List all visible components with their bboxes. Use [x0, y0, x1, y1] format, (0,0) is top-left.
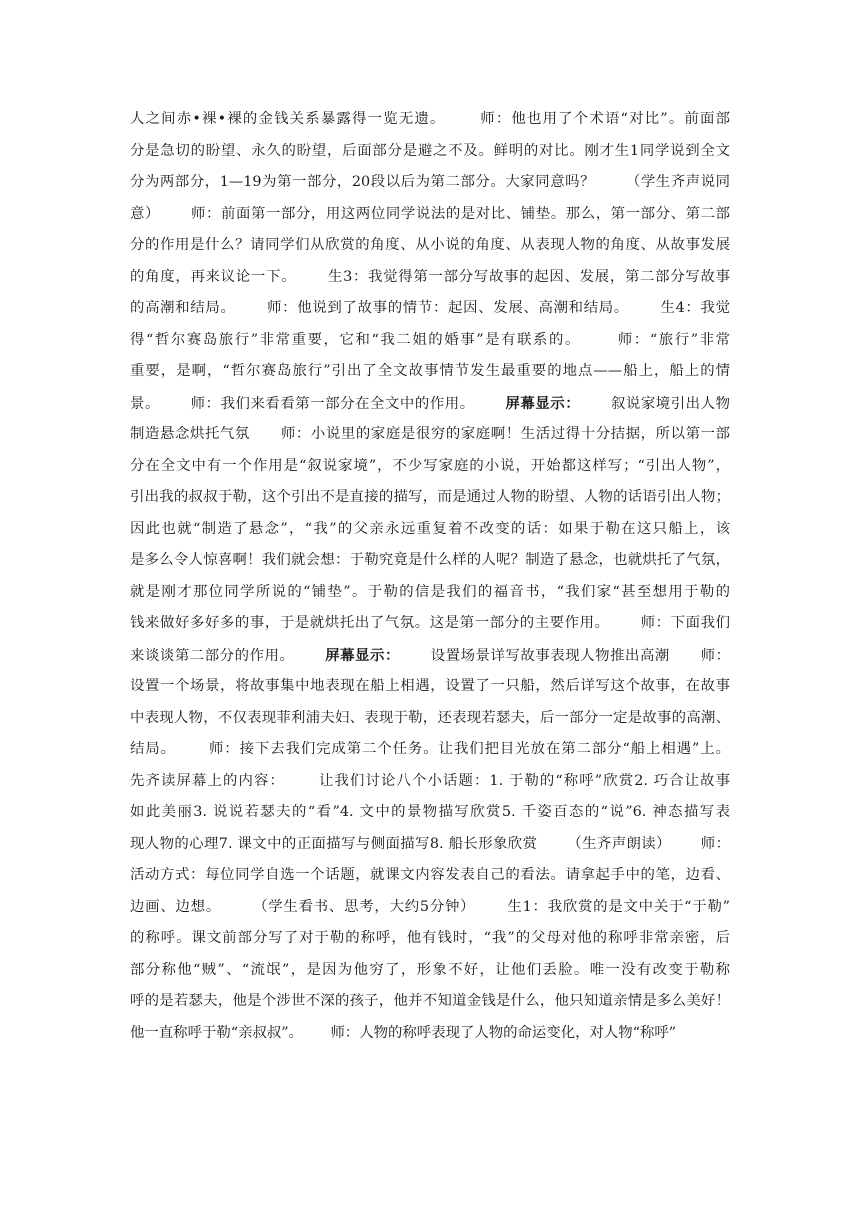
text-line [130, 955, 730, 987]
text-line [130, 923, 730, 955]
text-line [130, 199, 730, 231]
text-line [130, 797, 730, 829]
text-line [130, 293, 730, 325]
text-segment: 得“哲尔赛岛旅行”非常重要，它和“我二姐的婚事”是有联系的。 师：“旅行”非常 [130, 331, 730, 348]
text-line [130, 451, 730, 483]
text-segment: 钱来做好多好多的事，于是就烘托出了气氛。这是第一部分的主要作用。 师：下面我们 [130, 615, 730, 631]
text-segment: 人之间赤•裸•裸的金钱关系暴露得一览无遗。 师：他也用了个术语“对比”。前面部 [130, 111, 730, 127]
text-segment: 重要，是啊，“哲尔赛岛旅行”引出了全文故事情节发生最重要的地点——船上，船上的情 [130, 363, 730, 379]
text-segment: 制造悬念烘托气氛 师：小说里的家庭是很穷的家庭啊！生活过得十分拮据，所以第一部 [130, 426, 730, 442]
text-segment: 就是刚才那位同学所说的“铺垫”。于勒的信是我们的福音书，“我们家“甚至想用于勒的 [130, 583, 730, 600]
body-text [130, 104, 730, 1049]
text-segment: 分在全文中有一个作用是“叙说家境”，不少写家庭的小说，开始都这样写；“引出人物”， [130, 457, 730, 474]
text-line [130, 388, 730, 420]
text-line [130, 766, 730, 798]
text-segment: 设置场景详写故事表现人物推出高潮 师： [399, 647, 730, 664]
text-segment: 如此美丽3. 说说若瑟夫的“看”4. 文中的景物描写欣赏5. 千姿百态的“说”6. 神态描写表 [130, 804, 730, 820]
text-segment: 景。 师：我们来看看第一部分在全文中的作用。 [130, 395, 506, 412]
text-line [130, 640, 730, 672]
text-segment: 呼的是若瑟夫，他是个涉世不深的孩子，他并不知道金钱是什么，他只知道亲情是多么美好！ [130, 993, 730, 1009]
text-line [130, 703, 730, 735]
text-line [130, 356, 730, 388]
text-segment: 现人物的心理7. 课文中的正面描写与侧面描写8. 船长形象欣赏 （生齐声朗读） 师： [130, 835, 730, 852]
text-segment: 中表现人物，不仅表现菲利浦夫妇、表现于勒，还表现若瑟夫，后一部分一定是故事的高潮、 [130, 709, 730, 726]
text-segment: 部分称他“贼”、“流氓”，是因为他穷了，形象不好，让他们丢脸。唯一没有改变于勒称 [130, 961, 730, 978]
text-line [130, 734, 730, 766]
text-line [130, 419, 730, 451]
text-segment: 他一直称呼于勒“亲叔叔”。 师：人物的称呼表现了人物的命运变化，对人物“称呼” [130, 1024, 677, 1041]
text-segment: 因此也就“制造了悬念”，“我”的父亲永远重复着不改变的话：如果于勒在这只船上，该 [130, 520, 730, 537]
text-line [130, 482, 730, 514]
text-line [130, 577, 730, 609]
text-line [130, 545, 730, 577]
text-segment: 分为两部分，1—19为第一部分，20段以后为第二部分。大家同意吗？ （学生齐声说同 [130, 174, 730, 190]
text-line [130, 325, 730, 357]
text-segment: 的角度，再来议论一下。 生3：我觉得第一部分写故事的起因、发展，第二部分写故事 [130, 268, 730, 285]
text-line [130, 671, 730, 703]
text-line [130, 860, 730, 892]
text-line [130, 1018, 730, 1050]
text-line [130, 136, 730, 168]
text-segment: 活动方式：每位同学自选一个话题，就课文内容发表自己的看法。请拿起手中的笔，边看、 [130, 867, 730, 883]
text-line [130, 829, 730, 861]
text-line [130, 167, 730, 199]
text-segment: 的高潮和结局。 师：他说到了故事的情节：起因、发展、高潮和结局。 生4：我觉 [130, 300, 730, 316]
text-line [130, 262, 730, 294]
screen-display-label: 屏幕显示： [505, 394, 581, 412]
text-segment: 设置一个场景，将故事集中地表现在船上相遇，设置了一只船，然后详写这个故事，在故事 [130, 678, 730, 694]
text-segment: 边画、边想。 （学生看书、思考，大约5分钟） 生1：我欣赏的是文中关于“于勒” [130, 898, 730, 915]
text-segment: 来谈谈第二部分的作用。 [130, 647, 326, 664]
text-segment: 先齐读屏幕上的内容： 让我们讨论八个小话题：1. 于勒的“称呼”欣赏2. 巧合让故事 [130, 772, 730, 789]
text-segment: 结局。 师：接下去我们完成第二个任务。让我们把目光放在第二部分“船上相遇”上。 [130, 741, 730, 757]
text-segment: 是多么令人惊喜啊！我们就会想：于勒究竟是什么样的人呢？制造了悬念，也就烘托了气氛， [130, 552, 730, 568]
text-line [130, 514, 730, 546]
text-line [130, 892, 730, 924]
text-line [130, 230, 730, 262]
text-segment: 意） 师：前面第一部分，用这两位同学说法的是对比、铺垫。那么，第一部分、第二部 [130, 205, 730, 222]
text-segment: 分的作用是什么？请同学们从欣赏的角度、从小说的角度、从表现人物的角度、从故事发展 [130, 237, 730, 253]
text-line [130, 986, 730, 1018]
text-segment: 分是急切的盼望、永久的盼望，后面部分是避之不及。鲜明的对比。刚才生1同学说到全文 [130, 142, 730, 159]
text-line [130, 608, 730, 640]
screen-display-label: 屏幕显示： [325, 646, 400, 664]
text-segment: 叙说家境引出人物 [580, 395, 730, 412]
text-segment: 引出我的叔叔于勒，这个引出不是直接的描写，而是通过人物的盼望、人物的话语引出人物； [130, 489, 730, 505]
text-segment: 的称呼。课文前部分写了对于勒的称呼，他有钱时，“我”的父母对他的称呼非常亲密，后 [130, 930, 730, 946]
text-line [130, 104, 730, 136]
